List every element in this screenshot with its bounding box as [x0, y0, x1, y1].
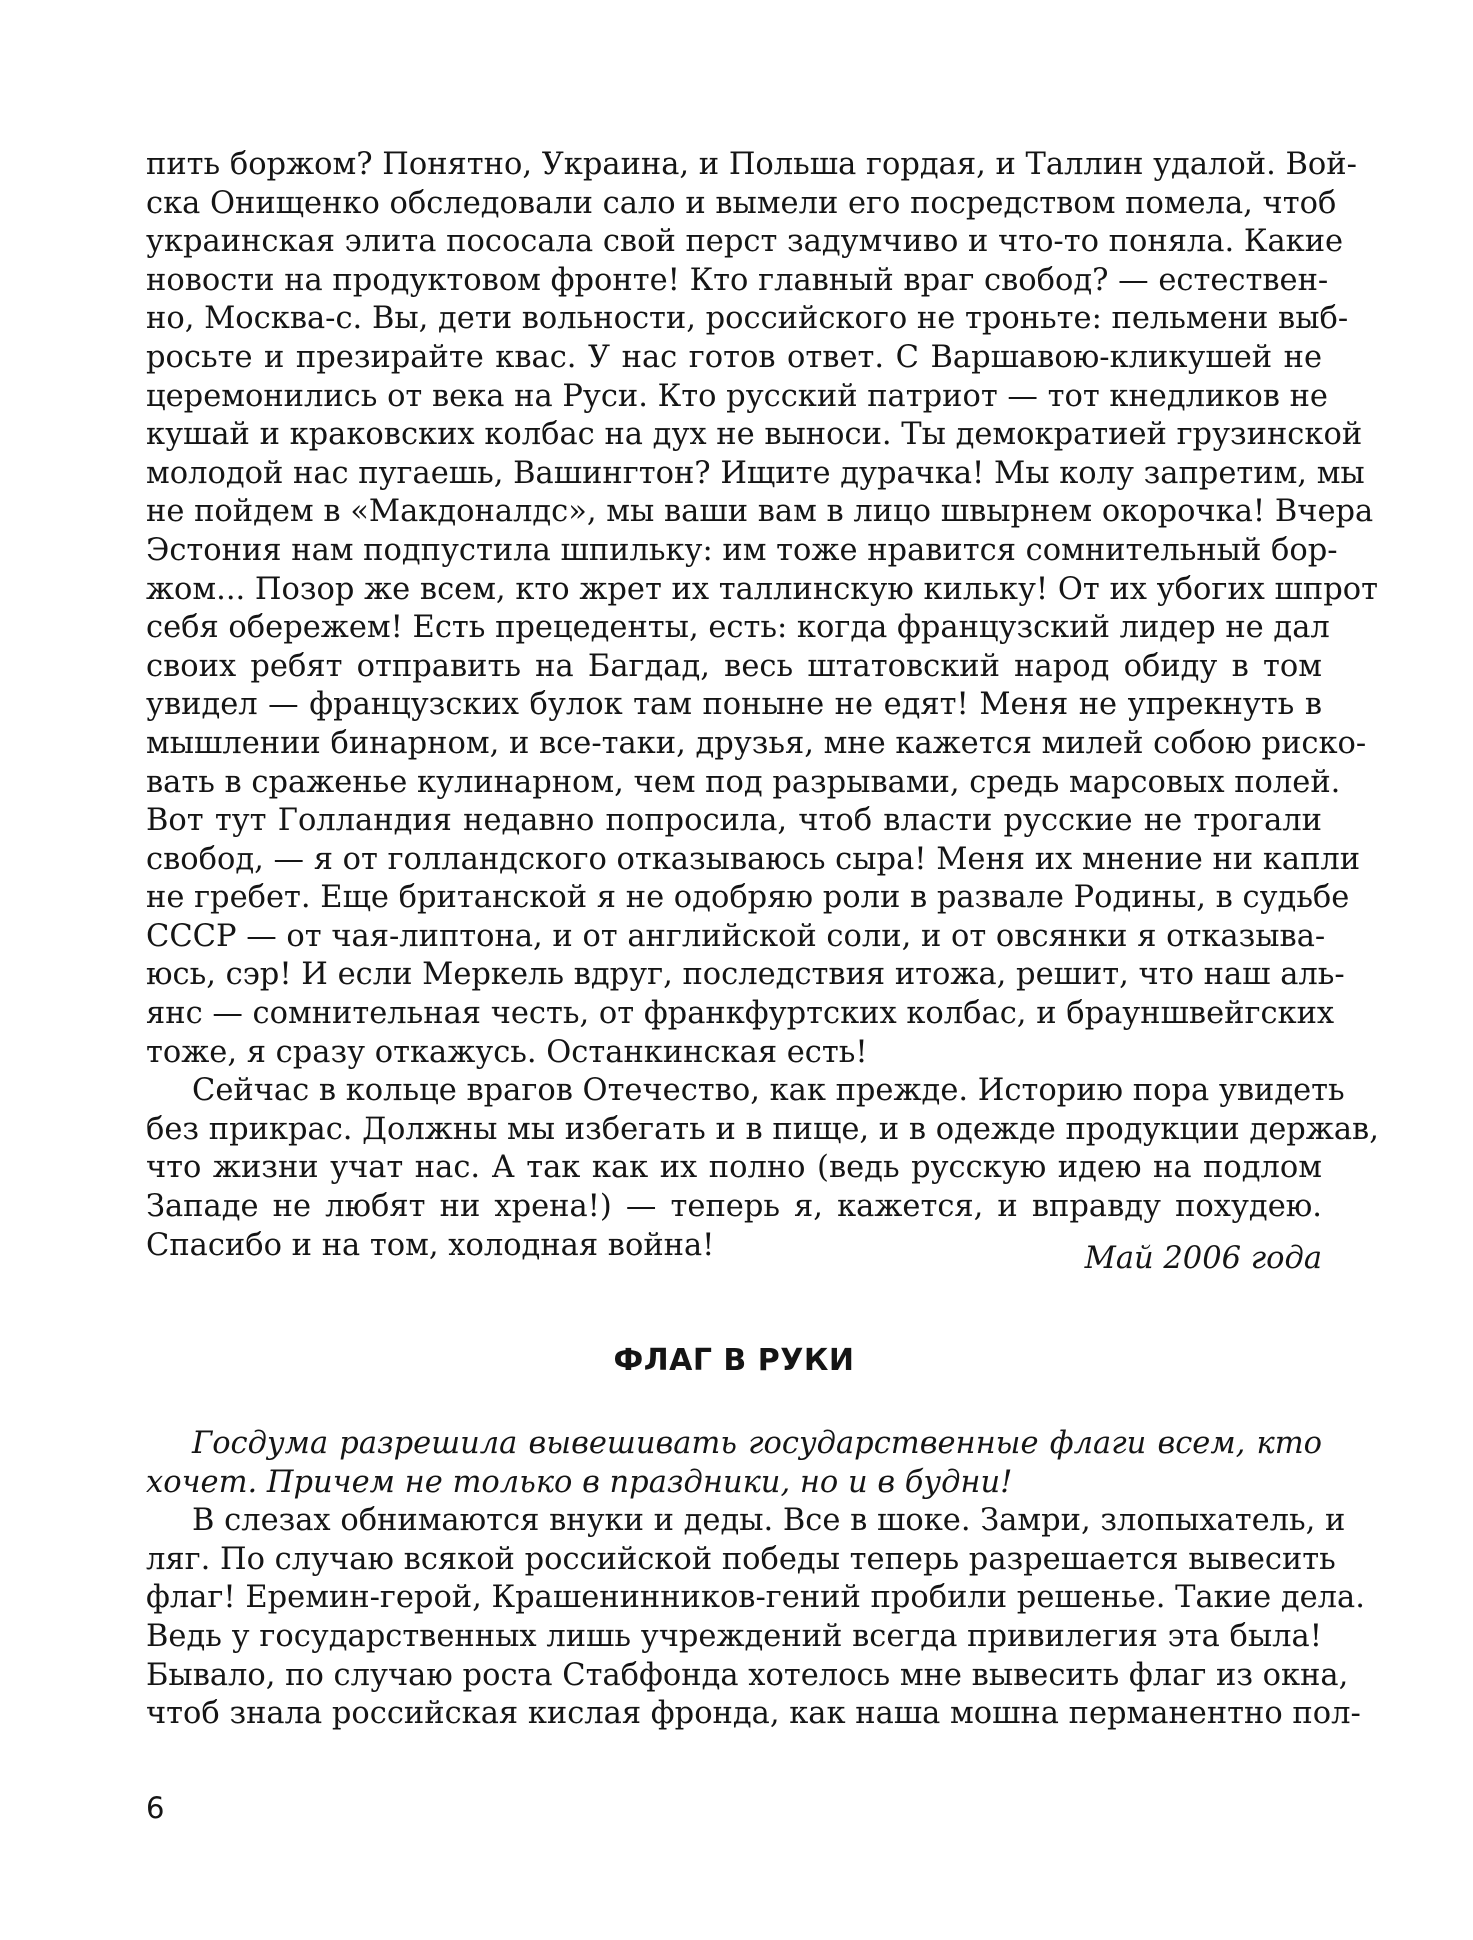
text-line: чтоб знала российская кислая фронда, как наша мошна перманентно пол-	[146, 1696, 1361, 1732]
article-title: ФЛАГ В РУКИ	[613, 1343, 855, 1378]
date-signature: Май 2006 года	[1084, 1241, 1322, 1276]
text-line: но, Москва-с. Вы, дети вольности, российского не троньте: пельмени выб-	[146, 301, 1349, 337]
text-line: украинская элита пососала свой перст задумчиво и что-то поняла. Какие	[146, 224, 1344, 260]
text-line: Эстония нам подпустила шпильку: им тоже нравится сомнительный бор-	[146, 532, 1338, 568]
paragraph-2	[146, 1072, 1379, 1265]
text-line: Ведь у государственных лишь учреждений всегда привилегия эта была!	[146, 1618, 1322, 1654]
text-line: флаг! Еремин-герой, Крашенинников-гений пробили решенье. Такие дела.	[146, 1580, 1365, 1616]
text-line: Бывало, по случаю роста Стабфонда хотелось мне вывесить флаг из окна,	[146, 1657, 1349, 1693]
article-body	[146, 1425, 1365, 1734]
text-line: кушай и краковских колбас на дух не выноси. Ты демократией грузинской	[146, 417, 1363, 453]
article-continuation	[146, 146, 1379, 1265]
article-lead	[146, 1425, 1322, 1502]
text-line: молодой нас пугаешь, Вашингтон? Ищите дурачка! Мы колу запретим, мы	[146, 455, 1365, 491]
text-line: новости на продуктовом фронте! Кто главный враг свобод? — естествен-	[146, 262, 1329, 298]
text-line: своих ребят отправить на Багдад, весь штатовский народ обиду в том	[146, 648, 1322, 684]
text-line: свобод, — я от голландского отказываюсь сыра! Меня их мнение ни капли	[146, 841, 1361, 877]
text-line: Сейчас в кольце врагов Отечество, как прежде. Историю пора увидеть	[192, 1073, 1345, 1109]
text-line: янс — сомнительная честь, от франкфуртских колбас, и брауншвейгских	[146, 996, 1335, 1032]
text-line: увидел — французских булок там поныне не едят! Меня не упрекнуть в	[146, 687, 1322, 723]
text-line: пить боржом? Понятно, Украина, и Польша гордая, и Таллин удалой. Вой-	[146, 147, 1357, 182]
text-line: церемонились от века на Руси. Кто русский патриот — тот кнедликов не	[146, 378, 1328, 414]
page-number: 6	[146, 1791, 165, 1825]
text-line: себя обережем! Есть прецеденты, есть: когда французский лидер не дал	[146, 610, 1330, 646]
text-line: что жизни учат нас. А так как их полно (ведь русскую идею на подлом	[146, 1150, 1322, 1186]
text-line: мышлении бинарном, и все-таки, друзья, мне кажется милей собою риско-	[146, 725, 1367, 761]
text-line: не пойдем в «Макдоналдс», мы ваши вам в лицо швырнем окорочка! Вчера	[146, 494, 1374, 530]
text-line: Западе не любят ни хрена!) — теперь я, кажется, и вправду похудею.	[146, 1189, 1322, 1225]
text-line: ска Онищенко обследовали сало и вымели его посредством помела, чтоб	[146, 185, 1337, 221]
text-line: Спасибо и на том, холодная война!	[146, 1227, 715, 1263]
text-line: юсь, сэр! И если Меркель вдруг, последствия итожа, решит, что наш аль-	[146, 957, 1345, 993]
paragraph-3	[146, 1502, 1365, 1734]
text-line: ляг. По случаю всякой российской победы теперь разрешается вывесить	[146, 1541, 1336, 1577]
text-line: не гребет. Еще британской я не одобряю роли в развале Родины, в судьбе	[146, 880, 1350, 916]
text-line: жом... Позор же всем, кто жрет их таллинскую кильку! От их убогих шпрот	[146, 571, 1378, 607]
text-line: СССР — от чая-липтона, и от английской соли, и от овсянки я отказыва-	[146, 918, 1326, 954]
text-line: росьте и презирайте квас. У нас готов ответ. С Варшавою-кликушей не	[146, 339, 1322, 375]
text-line: Госдума разрешила вывешивать государственные флаги всем, кто	[192, 1426, 1322, 1461]
text-line: тоже, я сразу откажусь. Останкинская есть!	[146, 1034, 868, 1070]
paragraph-1	[146, 146, 1378, 1072]
text-line: Вот тут Голландия недавно попросила, чтоб власти русские не трогали	[146, 803, 1322, 839]
text-line: В слезах обнимаются внуки и деды. Все в шоке. Замри, злопыхатель, и	[192, 1503, 1346, 1539]
text-line: хочет. Причем не только в праздники, но и в будни!	[146, 1464, 1013, 1500]
text-line: без прикрас. Должны мы избегать и в пище, и в одежде продукции держав,	[146, 1111, 1379, 1147]
text-line: вать в сраженье кулинарном, чем под разрывами, средь марсовых полей.	[146, 764, 1341, 800]
